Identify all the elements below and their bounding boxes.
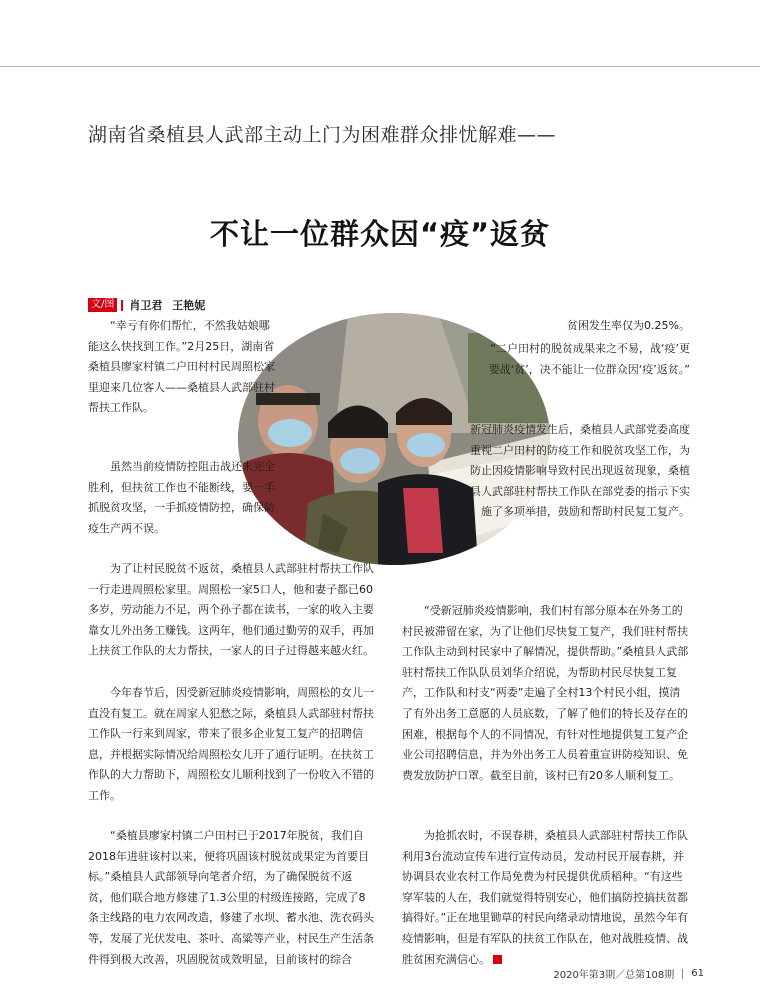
paragraph-right-1: 贫困发生率仅为0.25%。 (567, 319, 690, 332)
paragraph-left-2: 虽然当前疫情防控阻击战还未完全胜利，但扶贫工作也不能断线，要一手抓脱贫攻坚，一手抓疫情防控，确保防疫生产两不误。 (88, 460, 275, 535)
paragraph-left-4: 今年春节后，因受新冠肺炎疫情影响，周照松的女儿一直没有复工。就在周家人犯愁之际，桑植县人武部驻村帮扶工作队一行来到周家，带来了很多企业复工复产的招聘信息，并根据实际情况给周照松女儿开了通行证明。在扶贫工作队的大力帮助下，周照松女儿顺利找到了一份收入不错的工作。 (88, 686, 374, 802)
top-rule (0, 66, 760, 67)
article-kicker: 湖南省桑植县人武部主动上门为困难群众排忧解难—— (88, 124, 557, 146)
byline-tag: 文/图 (88, 298, 117, 312)
paragraph-right-5 (402, 826, 690, 970)
footer-issue: 2020年第3期／总第108期 (553, 970, 675, 981)
footer-divider (682, 969, 683, 979)
paragraph-left-1: “幸亏有你们帮忙，不然我姑娘哪能这么快找到工作。”2月25日，湖南省桑植县廖家村镇二户田村村民周照松家里迎来几位客人——桑植县人武部驻村帮扶工作队。 (88, 319, 275, 415)
paragraph-right-3: 新冠肺炎疫情发生后，桑植县人武部党委高度重视二户田村的防疫工作和脱贫攻坚工作，为防止因疫情影响导致村民出现返贫现象，桑植县人武部驻村帮扶工作队在部党委的指示下实施了多项举措，鼓励和帮助村民复工复产。 (470, 423, 690, 519)
paragraph-left-5: “桑植县廖家村镇二户田村已于2017年脱贫，我们自2018年进驻该村以来，便将巩固该村脱贫成果定为首要目标。”桑植县人武部领导向笔者介绍，为了确保脱贫不返贫，他们联合地方修建了1.3公里的村级连接路，完成了8条主线路的电力农网改造，修建了水坝、蓄水池、洗衣码头等，发展了光伏发电、茶叶、高粱等产业，村民生产生活条件得到极大改善，巩固脱贫成效明显，目前该村的综合 (88, 829, 374, 966)
page-footer (553, 966, 704, 981)
paragraph-right-2: “二户田村的脱贫成果来之不易，战‘疫’更要战‘贫’，决不能让一位群众因‘疫’返贫。” (488, 342, 690, 376)
paragraph-right-4: “受新冠肺炎疫情影响，我们村有部分原本在外务工的村民被滞留在家，为了让他们尽快复工复产，我们驻村帮扶工作队主动到村民家中了解情况，提供帮助。”桑植县人武部驻村帮扶工作队队员刘华介绍说，为帮助村民尽快复工复产，工作队和村支“两委”走遍了全村13个村民小组，摸清了有外出务工意愿的人员底数，了解了他们的特长及存在的困难，根据每个人的不同情况，有针对性地提供复工复产企业公司招聘信息，并为外出务工人员着重宣讲防疫知识、免费发放防护口罩。截至目前，该村已有20多人顺利复工。 (402, 604, 689, 782)
paragraph-left-3: 为了让村民脱贫不返贫，桑植县人武部驻村帮扶工作队一行走进周照松家里。周照松一家5口人，他和妻子都已60多岁，劳动能力不足，两个孙子都在读书，一家的收入主要靠女儿外出务工赚钱。这两年，他们通过勤劳的双手，再加上扶贫工作队的大力帮扶，一家人的日子过得越来越火红。 (88, 562, 374, 658)
page-number: 61 (691, 968, 704, 979)
article-headline: 不让一位群众因“疫”返贫 (209, 217, 551, 251)
byline-divider (121, 300, 123, 311)
paragraph-right-5-text: 为抢抓农时，不误春耕，桑植县人武部驻村帮扶工作队利用3台流动宣传车进行宣传动员，发动村民开展春耕，并协调县农业农村工作局免费为村民提供优质稻种。“有这些穿军装的人在，我们就觉得特别安心，他们搞防控搞扶贫都搞得好。”正在地里锄草的村民向绪录动情地说，虽然今年有疫情影响，但是有军队的扶贫工作队在，他对战胜疫情、战胜贫困充满信心。 (402, 829, 689, 966)
end-mark-icon: G (493, 955, 502, 964)
byline-authors: 肖卫君 王艳妮 (129, 299, 206, 312)
byline (88, 297, 205, 313)
